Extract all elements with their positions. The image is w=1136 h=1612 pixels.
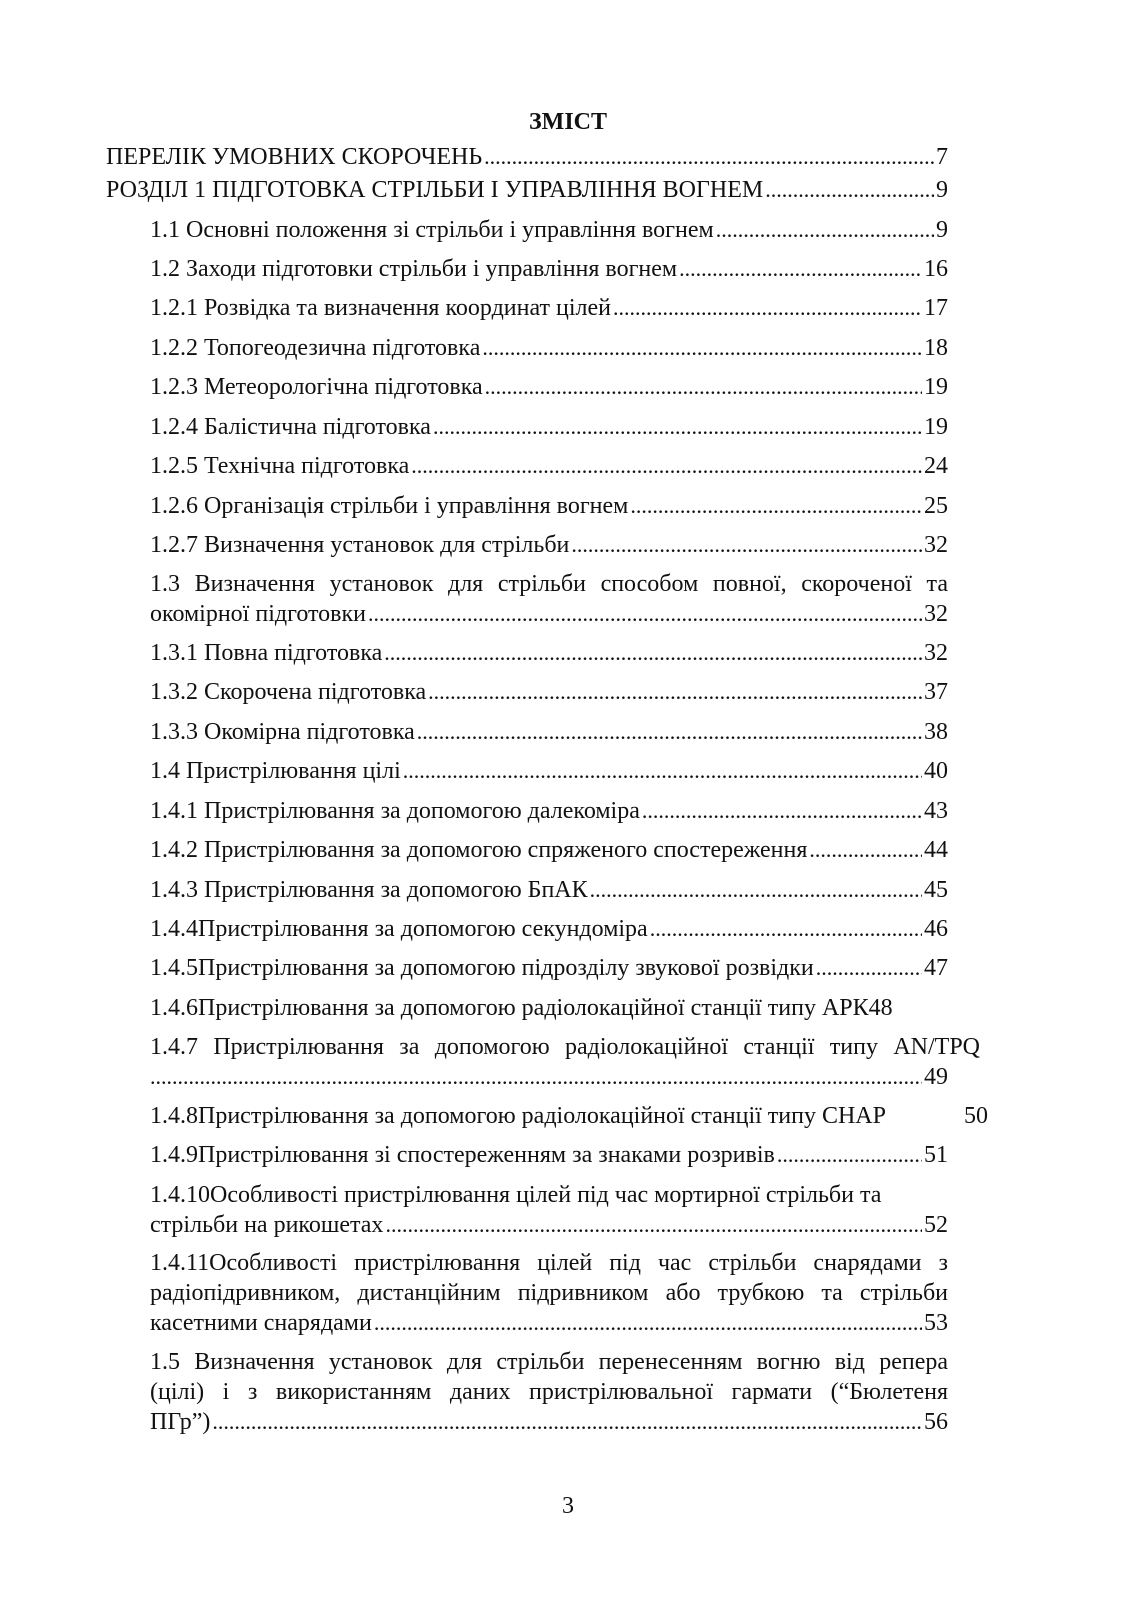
toc-entry[interactable] bbox=[150, 215, 948, 245]
toc-page-number: 7 bbox=[936, 144, 948, 170]
toc-page-number: 19 bbox=[924, 374, 948, 400]
toc-page-number: 18 bbox=[924, 335, 948, 361]
toc-entry[interactable] bbox=[150, 717, 948, 747]
toc-entry-title: 1.4.10Особливості пристрілювання цілей під час мортирної стрільби та bbox=[150, 1182, 882, 1208]
toc-entry-title: 1.2 Заходи підготовки стрільби і управління вогнем bbox=[150, 256, 678, 282]
toc-page-number: 9 bbox=[936, 177, 948, 203]
dot-leader bbox=[485, 372, 922, 402]
toc-entry[interactable] bbox=[150, 953, 948, 983]
toc-entry-title: 1.4.6Пристрілювання за допомогою радіолокаційної станції типу АРК48 bbox=[150, 995, 893, 1021]
toc-page-number: 32 bbox=[924, 601, 948, 627]
toc-entry-title: РОЗДІЛ 1 ПІДГОТОВКА СТРІЛЬБИ І УПРАВЛІННЯ ВОГНЕМ bbox=[106, 177, 764, 203]
page-number: 3 bbox=[562, 1493, 574, 1519]
toc-entry-title: 1.4.8Пристрілювання за допомогою радіолокаційної станції типу СНАР bbox=[150, 1103, 886, 1129]
toc-page-number: 17 bbox=[924, 295, 948, 321]
toc-entry-title: 1.2.5 Технічна підготовка bbox=[150, 453, 410, 479]
toc-entry-title: 1.4.1 Пристрілювання за допомогою далекоміра bbox=[150, 798, 640, 824]
toc-entry[interactable] bbox=[150, 451, 948, 481]
dot-leader bbox=[716, 215, 934, 245]
toc-entry-title-continued: окомірної підготовки bbox=[150, 601, 367, 627]
toc-entry[interactable] bbox=[150, 1347, 948, 1437]
dot-leader bbox=[384, 638, 922, 668]
toc-entry[interactable] bbox=[150, 412, 948, 442]
toc-entry[interactable] bbox=[150, 333, 948, 363]
toc-entry-title: 1.2.7 Визначення установок для стрільби bbox=[150, 532, 570, 558]
toc-page-number: 16 bbox=[924, 256, 948, 282]
toc-entry-title: 1.1 Основні положення зі стрільби і управління вогнем bbox=[150, 217, 714, 243]
toc-entry-title: 1.4 Пристрілювання цілі bbox=[150, 758, 401, 784]
toc-entry-title-continued: касетними снарядами bbox=[150, 1310, 372, 1336]
toc-page-number: 46 bbox=[924, 916, 948, 942]
toc-entry[interactable] bbox=[150, 293, 948, 323]
toc-page-number: 32 bbox=[924, 532, 948, 558]
toc-entry-title: 1.3.3 Окомірна підготовка bbox=[150, 719, 415, 745]
toc-page-number: 52 bbox=[924, 1212, 948, 1238]
toc-entry-title: 1.2.6 Організація стрільби і управління вогнем bbox=[150, 493, 629, 519]
toc-entry-title: 1.3.1 Повна підготовка bbox=[150, 640, 383, 666]
toc-entry[interactable] bbox=[150, 835, 948, 865]
toc-entry-title: 1.4.4Пристрілювання за допомогою секундоміра bbox=[150, 916, 648, 942]
toc-entry[interactable] bbox=[150, 530, 948, 560]
toc-page-number: 24 bbox=[924, 453, 948, 479]
dot-leader bbox=[765, 175, 934, 205]
toc-page-number: 25 bbox=[924, 493, 948, 519]
dot-leader bbox=[368, 599, 922, 629]
toc-entry[interactable] bbox=[150, 491, 948, 521]
toc-entry[interactable] bbox=[150, 1101, 988, 1131]
dot-leader bbox=[433, 412, 922, 442]
toc-entry[interactable] bbox=[150, 677, 948, 707]
dot-leader bbox=[417, 717, 922, 747]
toc-entry[interactable] bbox=[150, 875, 948, 905]
toc-entry-title: 1.2.4 Балістична підготовка bbox=[150, 414, 431, 440]
toc-entry[interactable] bbox=[150, 569, 948, 629]
toc-page-number: 51 bbox=[924, 1142, 948, 1168]
toc-entry[interactable] bbox=[150, 1032, 980, 1092]
toc-page-number: 37 bbox=[924, 679, 948, 705]
dot-leader bbox=[428, 677, 922, 707]
toc-entry-title: 1.4.9Пристрілювання зі спостереженням за знаками розривів bbox=[150, 1142, 775, 1168]
toc-entry-title-continued: стрільби на рикошетах bbox=[150, 1212, 384, 1238]
toc-page-number: 47 bbox=[924, 955, 948, 981]
dot-leader bbox=[385, 1210, 922, 1240]
toc-entry[interactable] bbox=[106, 142, 948, 172]
dot-leader bbox=[484, 142, 934, 172]
toc-page-number: 56 bbox=[924, 1409, 948, 1435]
dot-leader bbox=[212, 1407, 922, 1437]
toc-entry-title: 1.3 Визначення установок для стрільби способом повної, скороченої та bbox=[150, 571, 948, 597]
toc-entry-title: 1.3.2 Скорочена підготовка bbox=[150, 679, 427, 705]
toc-entry-title: 1.4.3 Пристрілювання за допомогою БпАК bbox=[150, 877, 588, 903]
dot-leader bbox=[571, 530, 922, 560]
toc-entry[interactable] bbox=[150, 796, 948, 826]
toc-entry-title-continued: ПГр”) bbox=[150, 1409, 211, 1435]
toc-page-number: 44 bbox=[924, 837, 948, 863]
dot-leader bbox=[374, 1308, 922, 1338]
toc-entry-title: 1.4.5Пристрілювання за допомогою підрозділу звукової розвідки bbox=[150, 955, 814, 981]
dot-leader bbox=[777, 1140, 922, 1170]
dot-leader bbox=[816, 953, 922, 983]
toc-entry-title-continued: (цілі) і з використанням даних пристрілювальної гармати (“Бюлетеня bbox=[150, 1379, 948, 1405]
dot-leader bbox=[809, 835, 922, 865]
toc-entry-title: 1.4.2 Пристрілювання за допомогою спряженого спостереження bbox=[150, 837, 808, 863]
dot-leader bbox=[630, 491, 922, 521]
dot-leader bbox=[613, 293, 922, 323]
toc-entry[interactable] bbox=[150, 993, 948, 1023]
dot-leader bbox=[150, 1062, 922, 1092]
toc-title: ЗМІСТ bbox=[529, 109, 607, 135]
toc-page-number: 38 bbox=[924, 719, 948, 745]
dot-leader bbox=[650, 914, 922, 944]
toc-page-number: 50 bbox=[964, 1103, 988, 1129]
dot-leader bbox=[679, 254, 922, 284]
toc-entry-title: 1.4.7 Пристрілювання за допомогою радіолокаційної станції типу AN/TPQ bbox=[150, 1034, 980, 1060]
toc-entry[interactable] bbox=[150, 372, 948, 402]
dot-leader bbox=[411, 451, 922, 481]
toc-entry[interactable] bbox=[150, 1180, 948, 1240]
toc-page-number: 49 bbox=[924, 1064, 948, 1090]
toc-entry[interactable] bbox=[150, 1140, 948, 1170]
toc-entry-title: 1.5 Визначення установок для стрільби перенесенням вогню від репера bbox=[150, 1349, 948, 1375]
toc-entry[interactable] bbox=[150, 914, 948, 944]
toc-entry-title: 1.2.2 Топогеодезична підготовка bbox=[150, 335, 481, 361]
toc-entry-title: 1.4.11Особливості пристрілювання цілей під час стрільби снарядами з bbox=[150, 1250, 948, 1276]
toc-page-number: 45 bbox=[924, 877, 948, 903]
toc-entry[interactable] bbox=[106, 175, 948, 205]
toc-entry-title: 1.2.3 Метеорологічна підготовка bbox=[150, 374, 483, 400]
dot-leader bbox=[482, 333, 922, 363]
toc-entry[interactable] bbox=[150, 254, 948, 284]
toc-entry[interactable] bbox=[150, 756, 948, 786]
toc-entry[interactable] bbox=[150, 1248, 948, 1338]
dot-leader bbox=[403, 756, 922, 786]
toc-page-number: 43 bbox=[924, 798, 948, 824]
toc-entry[interactable] bbox=[150, 638, 948, 668]
dot-leader bbox=[642, 796, 922, 826]
dot-leader bbox=[590, 875, 922, 905]
toc-page-number: 40 bbox=[924, 758, 948, 784]
toc-page-number: 9 bbox=[936, 217, 948, 243]
toc-page-number: 19 bbox=[924, 414, 948, 440]
toc-entry-title-continued: радіопідривником, дистанційним підривником або трубкою та стрільби bbox=[150, 1280, 948, 1306]
toc-page-number: 32 bbox=[924, 640, 948, 666]
toc-page-number: 53 bbox=[924, 1310, 948, 1336]
toc-entry-title: ПЕРЕЛІК УМОВНИХ СКОРОЧЕНЬ bbox=[106, 144, 483, 170]
toc-entry-title: 1.2.1 Розвідка та визначення координат цілей bbox=[150, 295, 611, 321]
